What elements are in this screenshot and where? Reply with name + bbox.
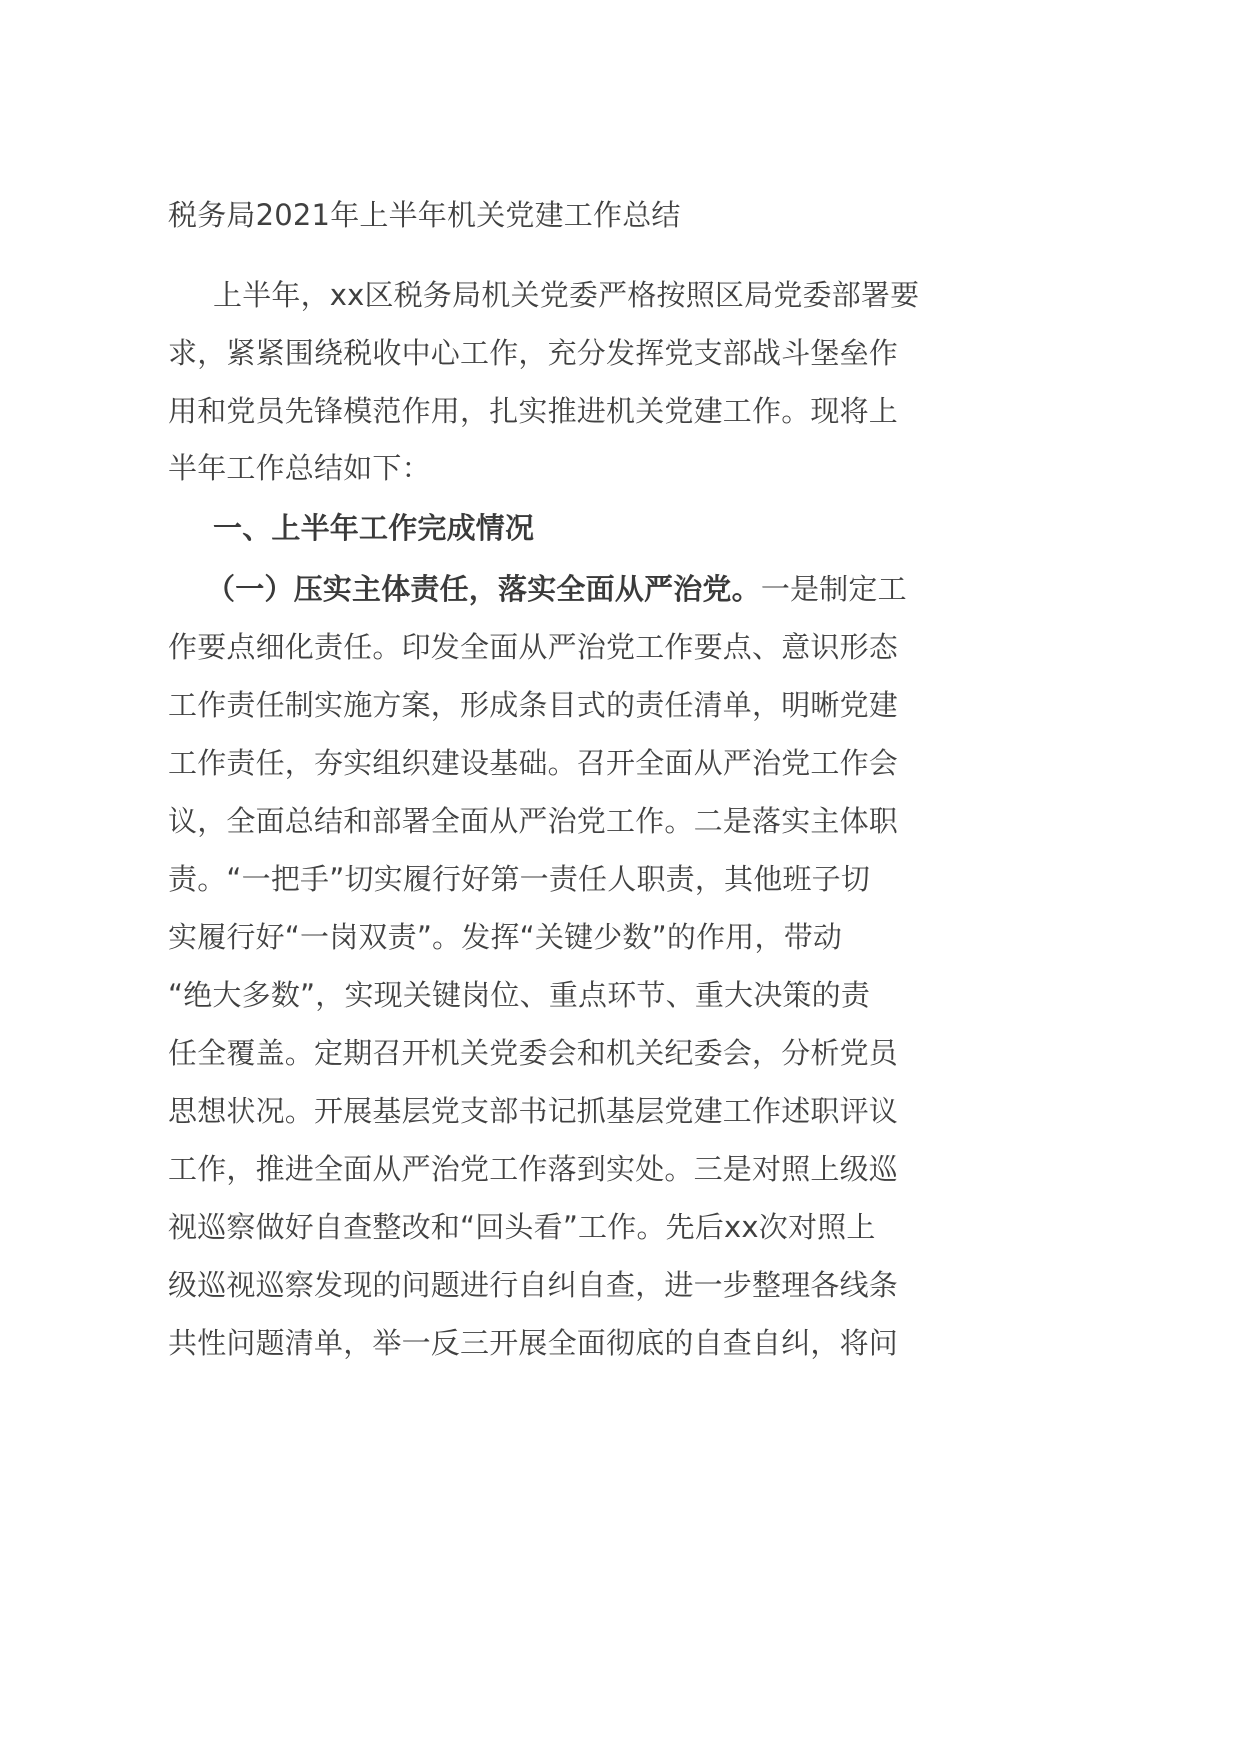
- body-line: 议，全面总结和部署全面从严治党工作。二是落实主体职: [168, 804, 899, 838]
- body-line: 工作责任制实施方案，形成条目式的责任清单，明晰党建: [168, 688, 899, 722]
- body-line: 级巡视巡察发现的问题进行自纠自查，进一步整理各线条: [168, 1268, 899, 1302]
- intro-line: 用和党员先锋模范作用，扎实推进机关党建工作。现将上: [168, 394, 899, 428]
- body-line: 视巡察做好自查整改和“回头看”工作。先后xx次对照上: [168, 1210, 876, 1244]
- body-line: 实履行好“一岗双责”。发挥“关键少数”的作用，带动: [168, 920, 843, 954]
- document-title: 税务局2021年上半年机关党建工作总结: [168, 198, 681, 232]
- body-line: “绝大多数”，实现关键岗位、重点环节、重大决策的责: [168, 978, 871, 1012]
- section-heading: 一、上半年工作完成情况: [213, 511, 535, 545]
- subsection-text: 一是制定工: [760, 572, 907, 606]
- subsection-heading: （一）压实主体责任，落实全面从严治党。: [206, 572, 761, 606]
- body-line: 共性问题清单，举一反三开展全面彻底的自查自纠，将问: [168, 1326, 899, 1360]
- body-line: 责。“一把手”切实履行好第一责任人职责，其他班子切: [168, 862, 871, 896]
- intro-line: 半年工作总结如下：: [168, 451, 431, 485]
- body-line: 工作责任，夯实组织建设基础。召开全面从严治党工作会: [168, 746, 899, 780]
- body-line: 思想状况。开展基层党支部书记抓基层党建工作述职评议: [168, 1094, 899, 1128]
- intro-line: 上半年，xx区税务局机关党委严格按照区局党委部署要: [213, 278, 920, 312]
- subsection-first-line: [206, 569, 907, 609]
- body-line: 任全覆盖。定期召开机关党委会和机关纪委会，分析党员: [168, 1036, 899, 1070]
- body-line: 作要点细化责任。印发全面从严治党工作要点、意识形态: [168, 630, 899, 664]
- intro-line: 求，紧紧围绕税收中心工作，充分发挥党支部战斗堡垒作: [168, 336, 899, 370]
- body-line: 工作，推进全面从严治党工作落到实处。三是对照上级巡: [168, 1152, 899, 1186]
